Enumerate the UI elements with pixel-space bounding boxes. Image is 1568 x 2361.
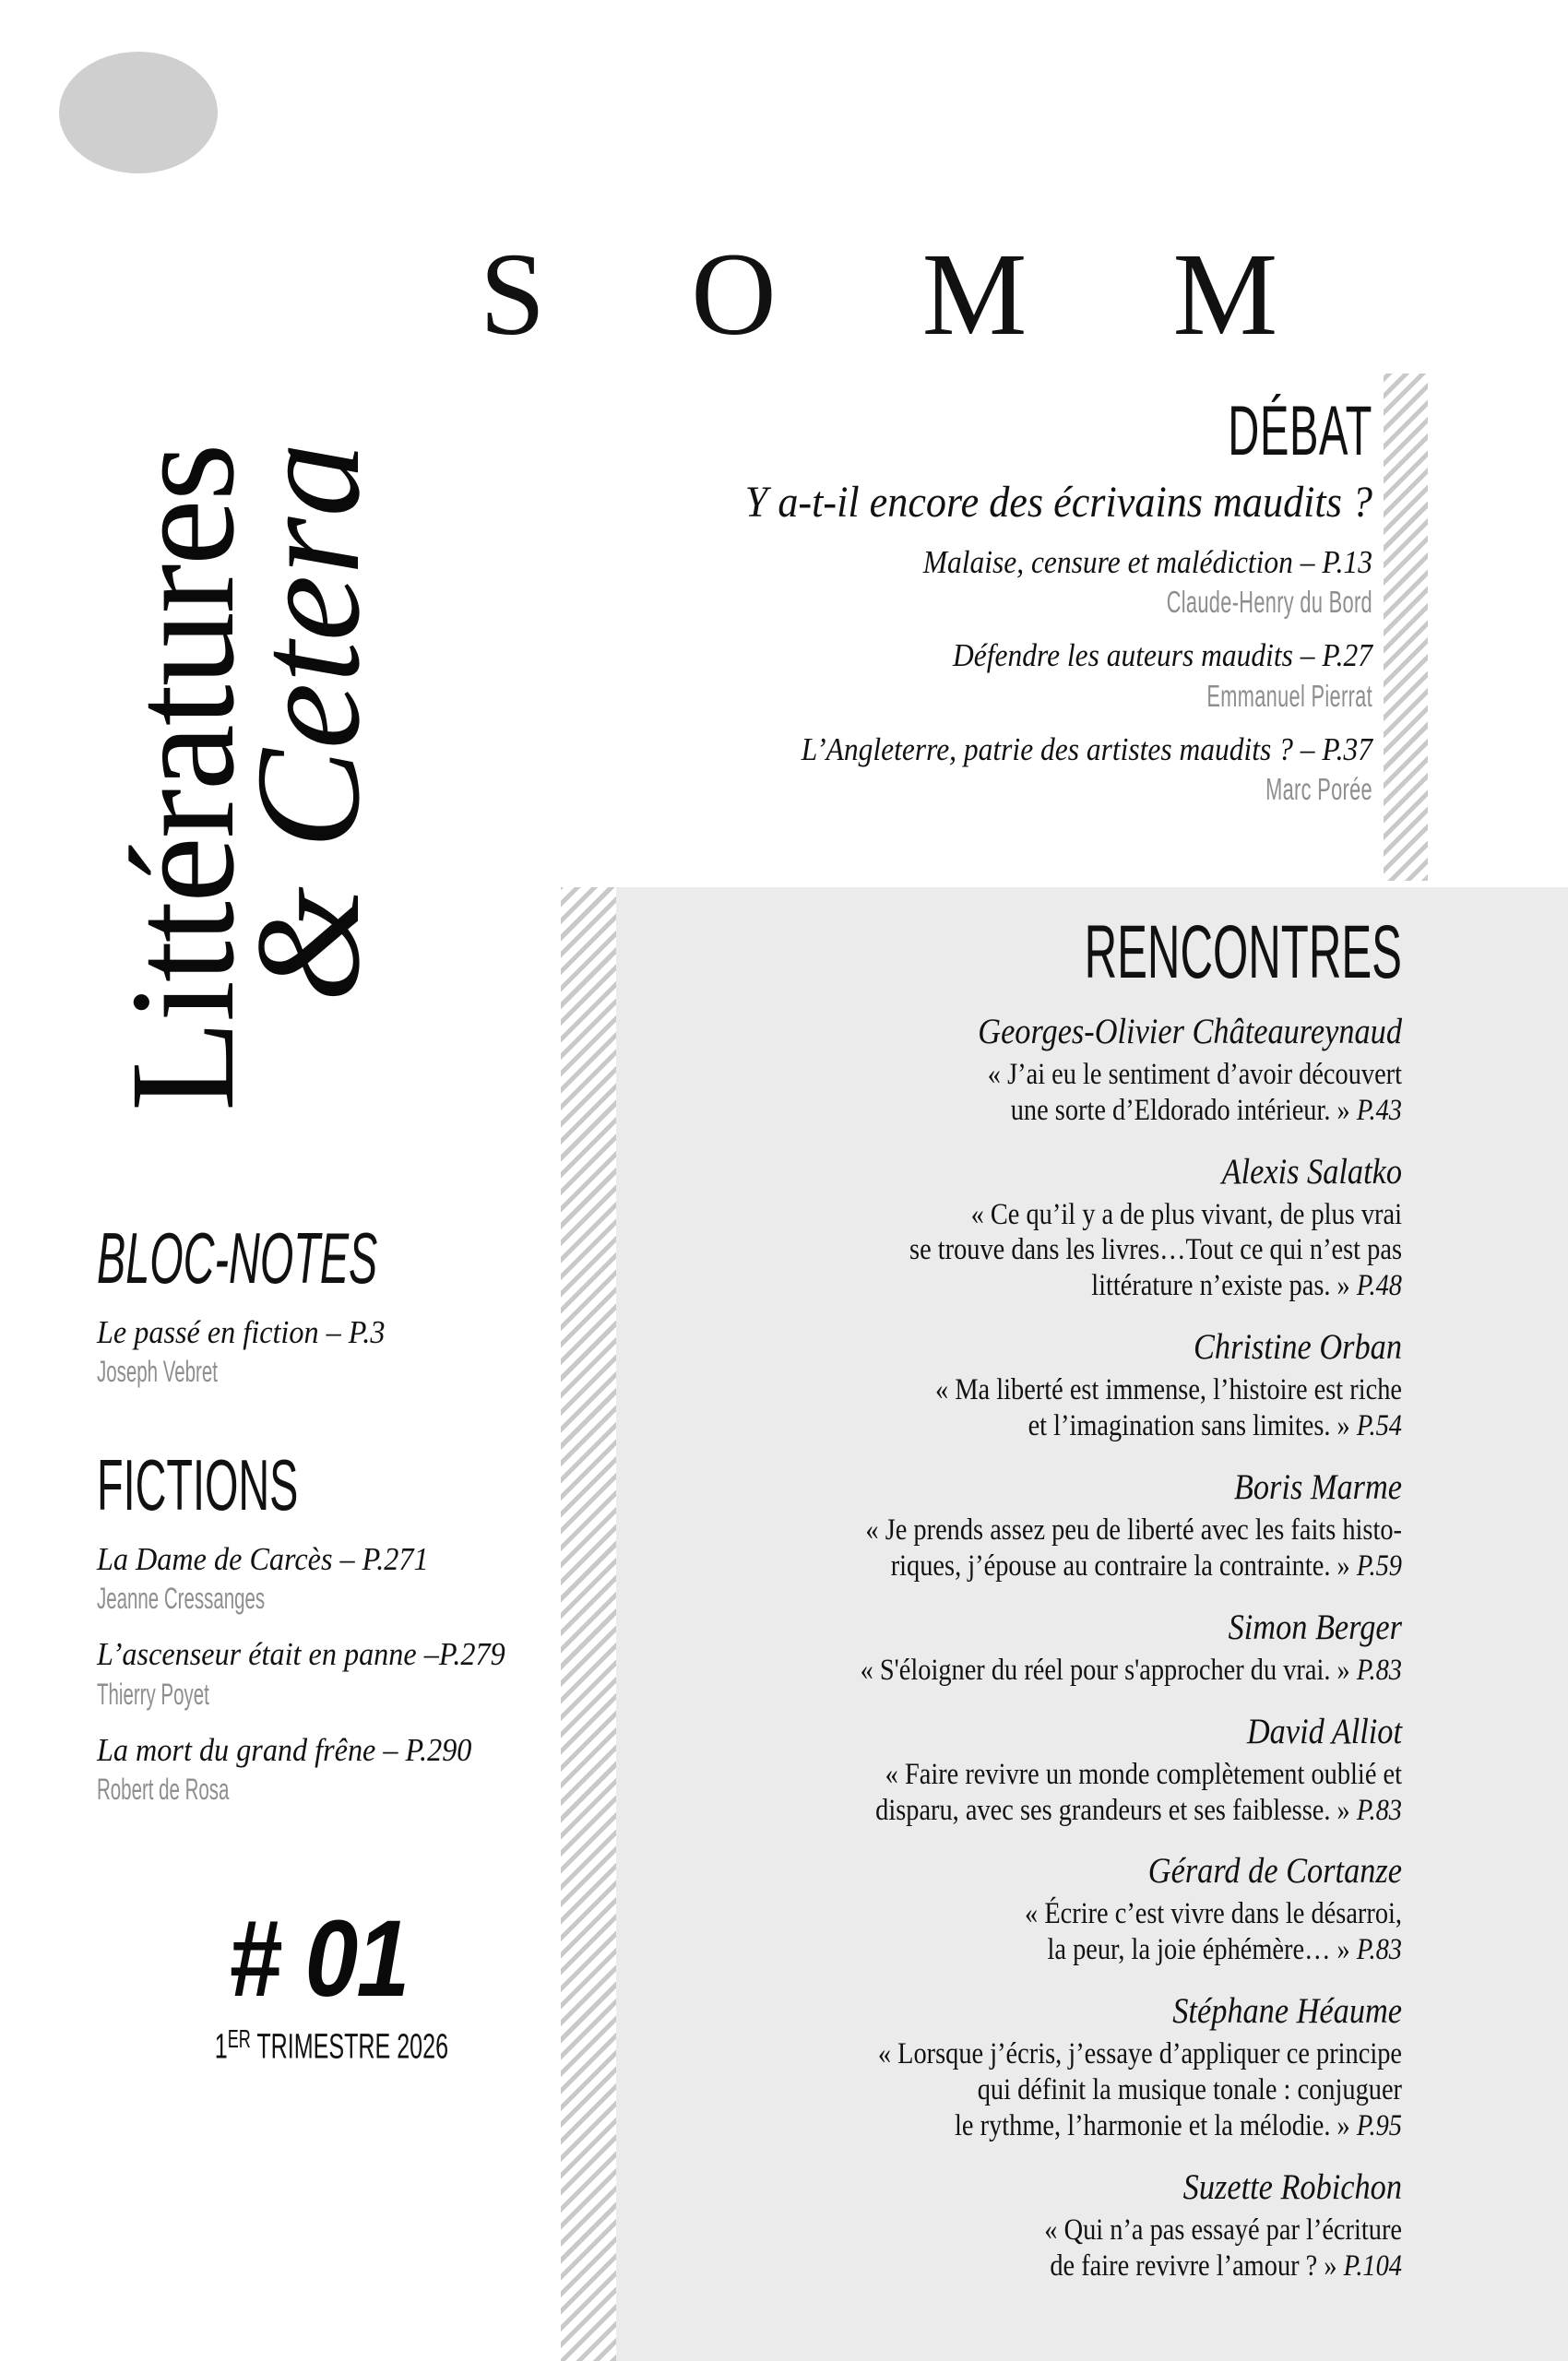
quote-line: « Ma liberté est immense, l’histoire est riche [935,1373,1402,1407]
left-sections-column [97,1217,540,1808]
hatch-stripe-debat [1384,374,1428,881]
debat-entry[interactable] [517,637,1372,715]
entry-title: Défendre les auteurs maudits – P.27 [953,637,1372,674]
fiction-entry[interactable] [97,1541,540,1617]
page-ref: P.104 [1343,2248,1402,2283]
rencontre-author-name: Christine Orban [1194,1327,1402,1368]
quote-line: qui définit la musique tonale : conjuguer [977,2073,1402,2107]
section-heading-bloc-notes: BLOC-NOTES [97,1217,378,1299]
quote-line: « Je prends assez peu de liberté avec les faits histo- [865,1513,1402,1548]
logo-rotated-text [101,442,391,1111]
rencontre-author-name: Gérard de Cortanze [1147,1851,1402,1892]
quote-line: « J’ai eu le sentiment d’avoir découvert [987,1057,1402,1091]
rencontre-entry[interactable] [616,1468,1402,1584]
page-ref: P.83 [1356,1653,1402,1687]
magazine-logo [0,0,480,1153]
entry-author: Claude-Henry du Bord [1166,585,1372,620]
section-heading-rencontres: RENCONTRES [1084,910,1402,994]
rencontre-author-name: Georges-Olivier Châteaureynaud [978,1011,1402,1051]
entry-title: Le passé en fiction – P.3 [97,1314,386,1350]
entry-author: Joseph Vebret [97,1355,218,1389]
quote-line: « Faire revivre un monde complètement oublié et [885,1757,1402,1791]
quote-line: une sorte d’Eldorado intérieur. » [1010,1093,1350,1127]
section-heading-fictions: FICTIONS [97,1443,299,1525]
rencontre-author-name: Simon Berger [1228,1607,1402,1647]
page-ref: P.95 [1356,2109,1402,2143]
section-debat [517,392,1372,808]
hatch-stripe-rencontres [561,887,616,2361]
entry-title: La Dame de Carcès – P.271 [97,1540,429,1577]
rencontre-entry[interactable] [616,1328,1402,1444]
rencontre-author-name: Boris Marme [1233,1467,1402,1508]
rencontre-author-name: Suzette Robichon [1182,2166,1402,2207]
entry-title: La mort du grand frêne – P.290 [97,1731,472,1768]
quote-line: riques, j’épouse au contraire la contrainte. » [890,1548,1350,1583]
rencontre-quote [726,1653,1402,1689]
quote-line: et l’imagination sans limites. » [1028,1409,1350,1443]
page-ref: P.54 [1356,1409,1402,1443]
rencontre-author-name: David Alliot [1246,1711,1402,1751]
section-rencontres-panel [616,887,1568,2361]
quote-line: le rythme, l’harmonie et la mélodie. » [955,2109,1350,2143]
page-ref: P.83 [1356,1933,1402,1967]
section-heading-debat: DÉBAT [1228,392,1372,470]
quote-line: « S'éloigner du réel pour s'approcher du vrai. » [860,1653,1350,1687]
entry-author: Emmanuel Pierrat [1206,678,1372,713]
rencontre-author-name: Alexis Salatko [1221,1151,1402,1192]
rencontre-quote [726,1197,1402,1305]
rencontre-entry[interactable] [616,1608,1402,1689]
page-ref: P.48 [1356,1269,1402,1303]
rencontre-author-name: Stéphane Héaume [1172,1991,1402,2032]
debat-entry[interactable] [517,544,1372,622]
bloc-notes-entry[interactable] [97,1314,540,1390]
page-title-sommaire: SOMM [480,235,1424,353]
entry-author: Robert de Rosa [97,1773,230,1807]
issue-date-rest: TRIMESTRE 2026 [250,2027,449,2067]
rencontre-quote [726,1057,1402,1129]
quote-line: la peur, la joie éphémère… » [1047,1933,1350,1967]
issue-number: # 01 [228,1898,409,2020]
fiction-entry[interactable] [97,1732,540,1808]
quote-line: se trouve dans les livres…Tout ce qui n’est pas [909,1233,1402,1267]
logo-title-line2: & Cetera [226,442,391,1003]
debat-question: Y a-t-il encore des écrivains maudits ? [744,478,1372,528]
rencontre-entry[interactable] [616,1153,1402,1305]
issue-number-block [161,1898,475,2067]
issue-date-prefix: 1 [214,2027,228,2067]
section-rencontres [616,887,1402,2284]
rencontre-quote [726,1513,1402,1584]
fiction-entry[interactable] [97,1636,540,1712]
rencontre-quote [726,1372,1402,1444]
debat-entry[interactable] [517,731,1372,809]
quote-line: « Écrire c’est vivre dans le désarroi, [1025,1897,1402,1931]
issue-date [214,2024,449,2067]
page-ref: P.83 [1356,1793,1402,1827]
entry-author: Jeanne Cressanges [97,1581,266,1615]
rencontre-quote [726,2036,1402,2144]
entry-title: L’Angleterre, patrie des artistes maudits ? – P.37 [801,730,1372,767]
rencontre-quote [726,1896,1402,1968]
entry-title: L’ascenseur était en panne –P.279 [97,1636,505,1673]
entry-author: Marc Porée [1265,772,1372,807]
logo-ellipse-decoration [59,52,218,173]
quote-line: « Lorsque j’écris, j’essaye d’appliquer ce principe [877,2037,1402,2071]
quote-line: littérature n’existe pas. » [1091,1269,1350,1303]
rencontre-entry[interactable] [616,1992,1402,2144]
rencontre-quote [726,2213,1402,2284]
quote-line: « Qui n’a pas essayé par l’écriture [1044,2213,1402,2247]
rencontre-entry[interactable] [616,1852,1402,1968]
rencontre-quote [726,1757,1402,1829]
page-ref: P.43 [1356,1093,1402,1127]
issue-date-superscript: ER [227,2024,251,2053]
rencontre-entry[interactable] [616,1713,1402,1829]
quote-line: « Ce qu’il y a de plus vivant, de plus vrai [970,1197,1402,1231]
logo-title-line1: Littératures [101,445,266,1111]
quote-line: de faire revivre l’amour ? » [1050,2248,1337,2283]
entry-title: Malaise, censure et malédiction – P.13 [922,543,1372,580]
page-ref: P.59 [1356,1548,1402,1583]
rencontre-entry[interactable] [616,2168,1402,2284]
entry-author: Thierry Poyet [97,1677,209,1711]
rencontre-entry[interactable] [616,1013,1402,1129]
quote-line: disparu, avec ses grandeurs et ses faiblesse. » [875,1793,1350,1827]
